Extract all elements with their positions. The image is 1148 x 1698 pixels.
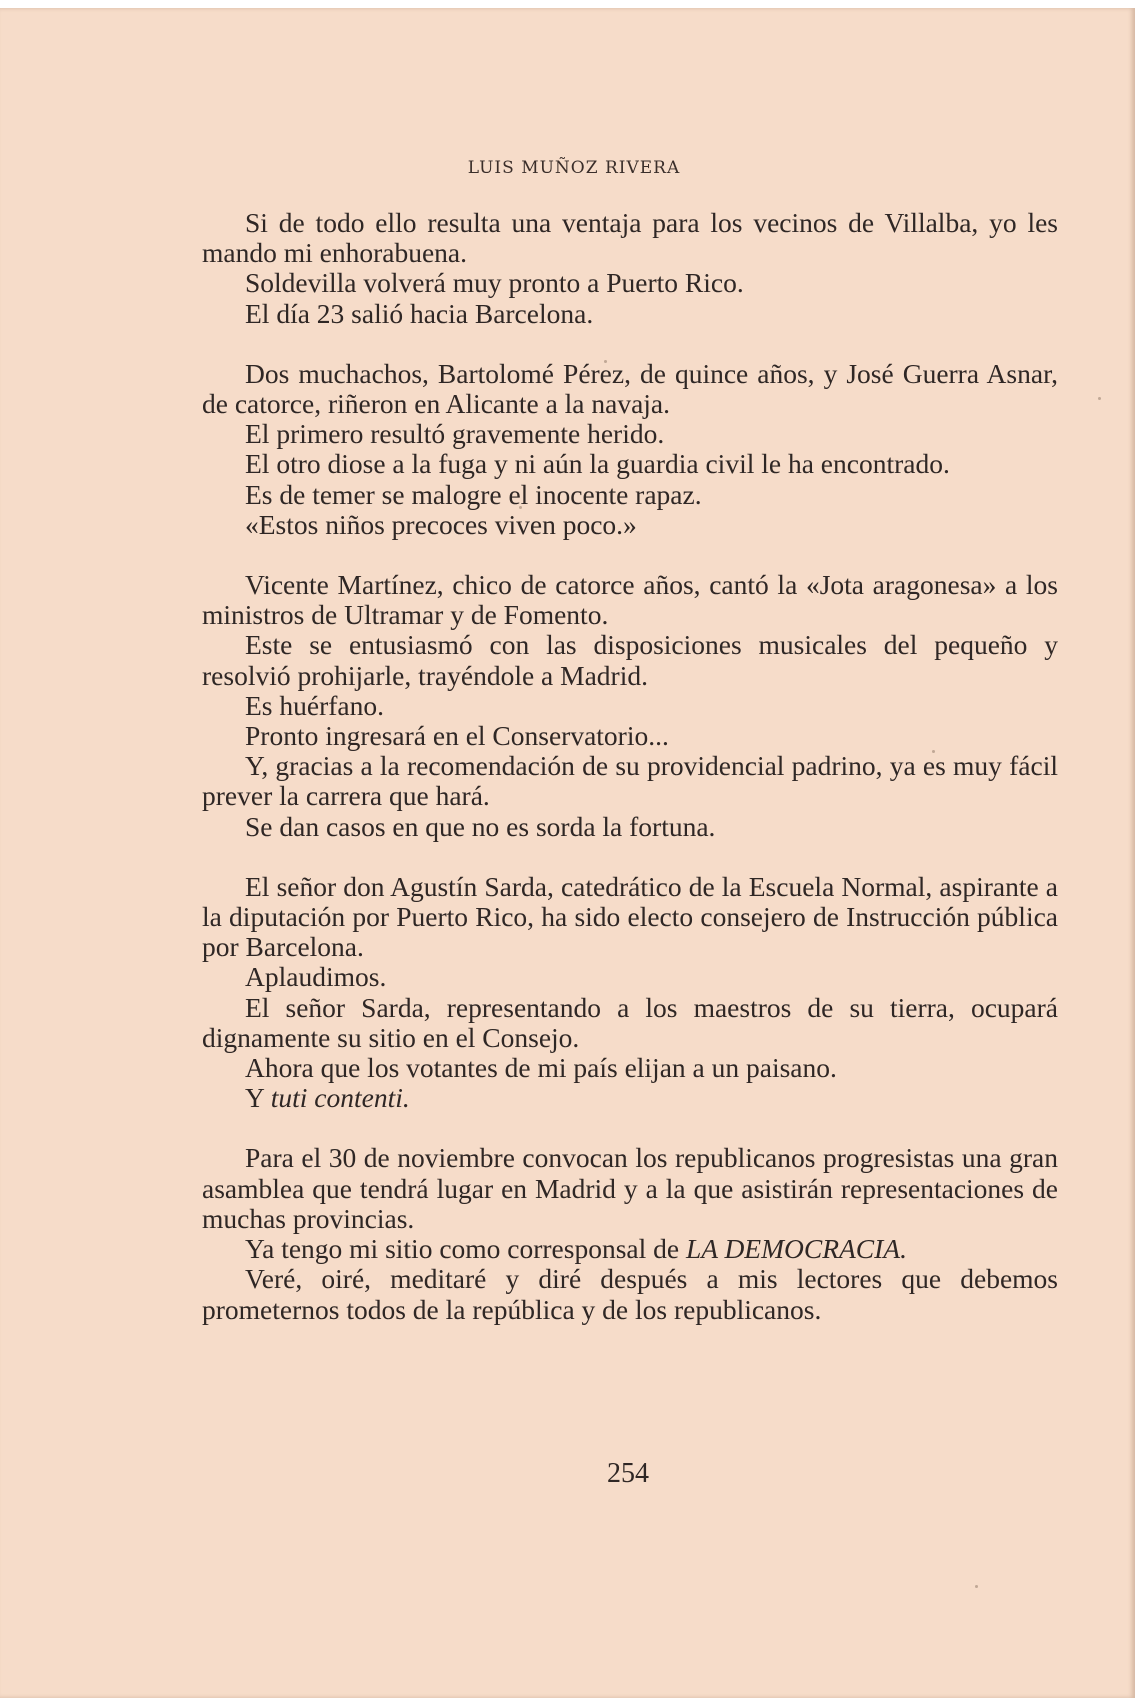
section-villalba — [202, 208, 1058, 329]
closing-lead: Y — [245, 1082, 271, 1114]
section-sarda — [202, 872, 1058, 1114]
mixed-lead: Ya tengo mi sitio como corresponsal de — [245, 1233, 686, 1265]
paragraph: Aplaudimos. — [245, 961, 387, 993]
paper-speck — [975, 1585, 978, 1588]
paragraph: Si de todo ello resulta una ventaja para los vecinos de Villalba, yo les mando mi enhorabuena. — [202, 207, 1058, 269]
body-text — [202, 208, 1058, 1325]
paragraph: Veré, oiré, meditaré y diré después a mis lectores que debemos prometernos todos de la república y de los republicanos. — [202, 1263, 1058, 1325]
paragraph: Dos muchachos, Bartolomé Pérez, de quince años, y José Guerra Asnar, de catorce, riñeron en Alicante a la navaja. — [202, 357, 1058, 420]
paragraph: El señor Sarda, representando a los maestros de su tierra, ocupará dignamente su sitio en el Consejo. — [202, 991, 1058, 1053]
paragraph: Y, gracias a la recomendación de su providencial padrino, ya es muy fácil prever la carrera que hará. — [202, 750, 1058, 812]
paragraph: Ahora que los votantes de mi país elijan a un paisano. — [245, 1052, 837, 1084]
paragraph: Es de temer se malogre el inocente rapaz. — [245, 478, 702, 510]
paragraph: El otro diose a la fuga y ni aún la guardia civil le ha encontrado. — [245, 448, 950, 480]
running-head: LUIS MUÑOZ RIVERA — [467, 158, 681, 178]
paragraph: El día 23 salió hacia Barcelona. — [245, 297, 594, 329]
section-alicante — [202, 359, 1058, 540]
section-asamblea — [202, 1143, 1058, 1324]
paragraph: Se dan casos en que no es sorda la fortuna. — [245, 810, 716, 842]
section-jota — [202, 570, 1058, 842]
paragraph: Para el 30 de noviembre convocan los republicanos progresistas una gran asamblea que tendrá lugar en Madrid y a la que asistirán representaciones de muchas provincias. — [202, 1142, 1058, 1234]
page-number: 254 — [607, 1458, 649, 1489]
paragraph: «Estos niños precoces viven poco.» — [245, 508, 637, 540]
paper-speck — [1098, 397, 1101, 400]
paragraph: El primero resultó gravemente herido. — [245, 418, 665, 450]
paragraph: Este se entusiasmó con las disposiciones musicales del pequeño y resolvió prohijarle, trayéndole a Madrid. — [202, 629, 1058, 691]
closing-italic: tuti contenti. — [270, 1082, 410, 1114]
scan-margin — [1135, 0, 1148, 1698]
paragraph: Soldevilla volverá muy pronto a Puerto Rico. — [245, 267, 744, 299]
paragraph: Vicente Martínez, chico de catorce años, cantó la «Jota aragonesa» a los ministros de Ultramar y de Fomento. — [202, 569, 1058, 631]
paragraph: Pronto ingresará en el Conservatorio... — [245, 720, 669, 752]
paragraph — [202, 1083, 1058, 1113]
newspaper-title: LA DEMOCRACIA. — [685, 1233, 907, 1265]
paragraph: El señor don Agustín Sarda, catedrático de la Escuela Normal, aspirante a la diputación por Puerto Rico, ha sido electo consejero de Instrucción pública por Barcelona. — [202, 870, 1058, 963]
paragraph — [202, 1234, 1058, 1264]
paragraph: Es huérfano. — [245, 689, 384, 721]
